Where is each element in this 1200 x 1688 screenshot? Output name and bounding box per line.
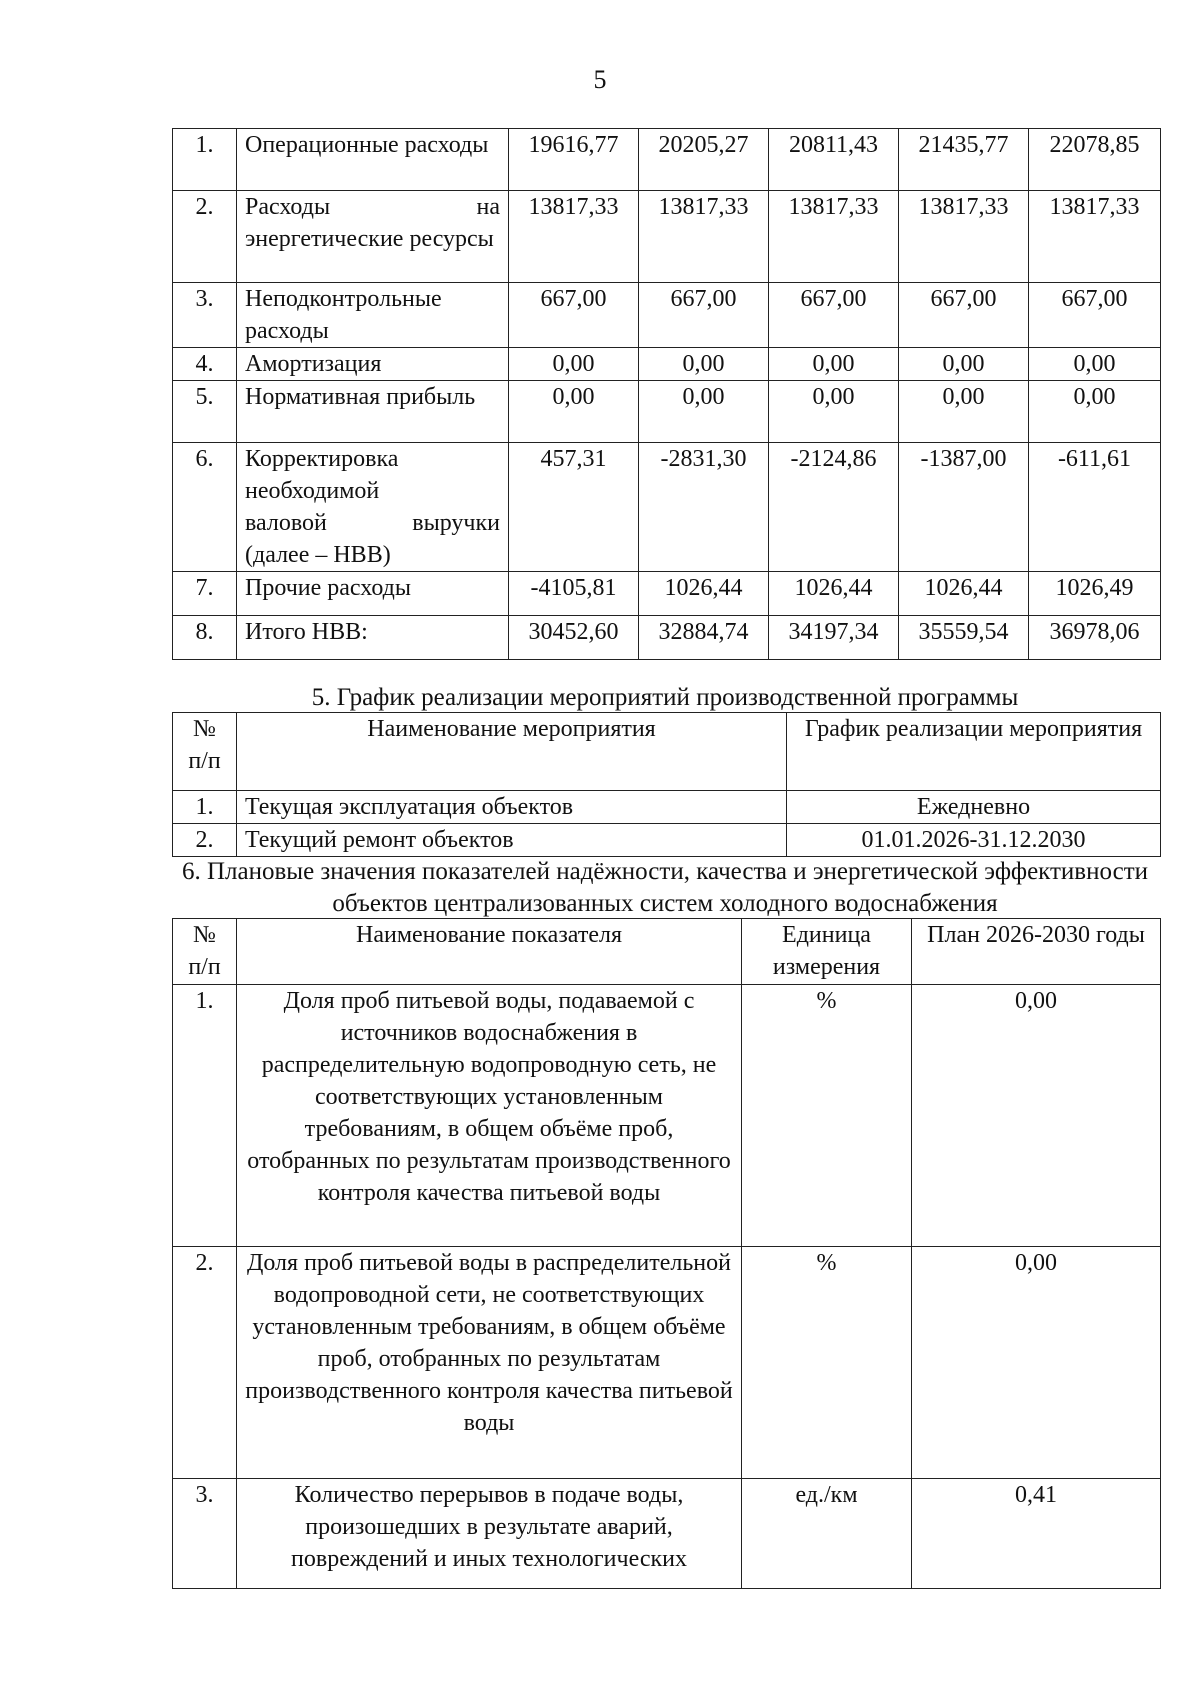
expense-name: Операционные расходы: [237, 129, 509, 191]
indicator-unit: ед./км: [742, 1479, 912, 1589]
row-num: 3.: [173, 1479, 237, 1589]
row-num: 2.: [173, 1247, 237, 1479]
section5-title: 5. График реализации мероприятий производственной программы: [311, 684, 1019, 711]
expense-value: 32884,74: [639, 616, 769, 660]
table-row: [173, 985, 1161, 1247]
header-schedule: График реализации мероприятия: [787, 713, 1161, 791]
expense-value: -2124,86: [769, 443, 899, 572]
expense-value: 0,00: [1029, 381, 1161, 443]
row-num: 3.: [173, 283, 237, 348]
header-unit: Единица измерения: [742, 919, 912, 985]
expense-value: 13817,33: [1029, 191, 1161, 283]
expense-value: 0,00: [899, 348, 1029, 381]
table-row: [173, 129, 1161, 191]
table-row: [173, 381, 1161, 443]
row-num: 2.: [173, 191, 237, 283]
row-num: 1.: [173, 129, 237, 191]
header-num: № п/п: [173, 713, 237, 791]
row-num: 8.: [173, 616, 237, 660]
expense-value: 0,00: [639, 381, 769, 443]
expense-name-line: (далее – НВВ): [245, 542, 391, 568]
indicator-unit: %: [742, 1247, 912, 1479]
indicator-plan: 0,00: [912, 1247, 1161, 1479]
expense-value: 0,00: [769, 381, 899, 443]
table-row: [173, 283, 1161, 348]
budget-table: [172, 128, 1161, 660]
indicator-plan: 0,41: [912, 1479, 1161, 1589]
table-row: [173, 348, 1161, 381]
expense-name: Амортизация: [237, 348, 509, 381]
expense-name: [237, 443, 509, 572]
expense-value: 36978,06: [1029, 616, 1161, 660]
expense-value: 13817,33: [509, 191, 639, 283]
expense-value: 34197,34: [769, 616, 899, 660]
event-name: Текущий ремонт объектов: [237, 824, 787, 857]
indicator-unit: %: [742, 985, 912, 1247]
expense-value: 22078,85: [1029, 129, 1161, 191]
expense-value: -2831,30: [639, 443, 769, 572]
expense-value: 1026,44: [769, 572, 899, 616]
indicators-table: [172, 918, 1161, 1589]
expense-value: -1387,00: [899, 443, 1029, 572]
expense-value: 0,00: [769, 348, 899, 381]
expense-value: 21435,77: [899, 129, 1029, 191]
expense-value: 1026,49: [1029, 572, 1161, 616]
table-row: [173, 1479, 1161, 1589]
expense-name: Нормативная прибыль: [237, 381, 509, 443]
expense-value: 13817,33: [639, 191, 769, 283]
row-num: 1.: [173, 985, 237, 1247]
expense-name: Расходы на энергетические ресурсы: [237, 191, 509, 283]
expense-value: 0,00: [509, 381, 639, 443]
row-num: 5.: [173, 381, 237, 443]
expense-value: 0,00: [1029, 348, 1161, 381]
page-number: 5: [593, 65, 607, 94]
expense-value: 667,00: [1029, 283, 1161, 348]
event-schedule: 01.01.2026-31.12.2030: [787, 824, 1161, 857]
expense-value: 13817,33: [769, 191, 899, 283]
header-indicator-name: Наименование показателя: [237, 919, 742, 985]
indicator-plan: 0,00: [912, 985, 1161, 1247]
indicators-header-row: [173, 919, 1161, 985]
expense-value: 13817,33: [899, 191, 1029, 283]
expense-value: 457,31: [509, 443, 639, 572]
header-event-name: Наименование мероприятия: [237, 713, 787, 791]
section6-title: 6. Плановые значения показателей надёжности, качества и энергетической эффективности объектов централизованных систем холодного водоснабжения: [181, 858, 1149, 917]
expense-value: -4105,81: [509, 572, 639, 616]
expense-name-line: валовой выручки: [245, 510, 500, 536]
expense-value: 30452,60: [509, 616, 639, 660]
table-row: [173, 791, 1161, 824]
table-row: [173, 572, 1161, 616]
schedule-table: [172, 712, 1161, 857]
header-plan: План 2026-2030 годы: [912, 919, 1161, 985]
expense-name: Неподконтрольные расходы: [237, 283, 509, 348]
row-num: 4.: [173, 348, 237, 381]
expense-value: 667,00: [509, 283, 639, 348]
expense-name: Прочие расходы: [237, 572, 509, 616]
expense-value: 20205,27: [639, 129, 769, 191]
expense-value: 667,00: [769, 283, 899, 348]
indicator-name: [237, 1479, 742, 1589]
schedule-header-row: [173, 713, 1161, 791]
expense-name: Итого НВВ:: [237, 616, 509, 660]
table-row: [173, 191, 1161, 283]
expense-value: 0,00: [899, 381, 1029, 443]
expense-name-line: необходимой: [245, 478, 380, 504]
expense-value: 1026,44: [639, 572, 769, 616]
indicator-name-text: Количество перерывов в подаче воды, произошедших в результате аварий, повреждений и иных технологических: [291, 1482, 687, 1572]
header-num: № п/п: [173, 919, 237, 985]
row-num: 1.: [173, 791, 237, 824]
row-num: 7.: [173, 572, 237, 616]
expense-value: 1026,44: [899, 572, 1029, 616]
expense-value: 667,00: [639, 283, 769, 348]
row-num: 2.: [173, 824, 237, 857]
table-row: [173, 1247, 1161, 1479]
table-row: [173, 616, 1161, 660]
expense-value: 20811,43: [769, 129, 899, 191]
event-schedule: Ежедневно: [787, 791, 1161, 824]
expense-value: -611,61: [1029, 443, 1161, 572]
expense-value: 19616,77: [509, 129, 639, 191]
expense-name-line: Корректировка: [245, 446, 399, 472]
event-name: Текущая эксплуатация объектов: [237, 791, 787, 824]
expense-value: 0,00: [639, 348, 769, 381]
expense-value: 35559,54: [899, 616, 1029, 660]
table-row: [173, 824, 1161, 857]
row-num: 6.: [173, 443, 237, 572]
expense-value: 0,00: [509, 348, 639, 381]
table-row: [173, 443, 1161, 572]
indicator-name: Доля проб питьевой воды, подаваемой с источников водоснабжения в распределительную водопроводную сеть, не соответствующих установленным требованиям, в общем объёме проб, отобранных по результатам производственного контроля качества питьевой воды: [237, 985, 742, 1247]
expense-value: 667,00: [899, 283, 1029, 348]
indicator-name: Доля проб питьевой воды в распределительной водопроводной сети, не соответствующих установленным требованиям, в общем объёме проб, отобранных по результатам производственного контроля качества питьевой воды: [237, 1247, 742, 1479]
